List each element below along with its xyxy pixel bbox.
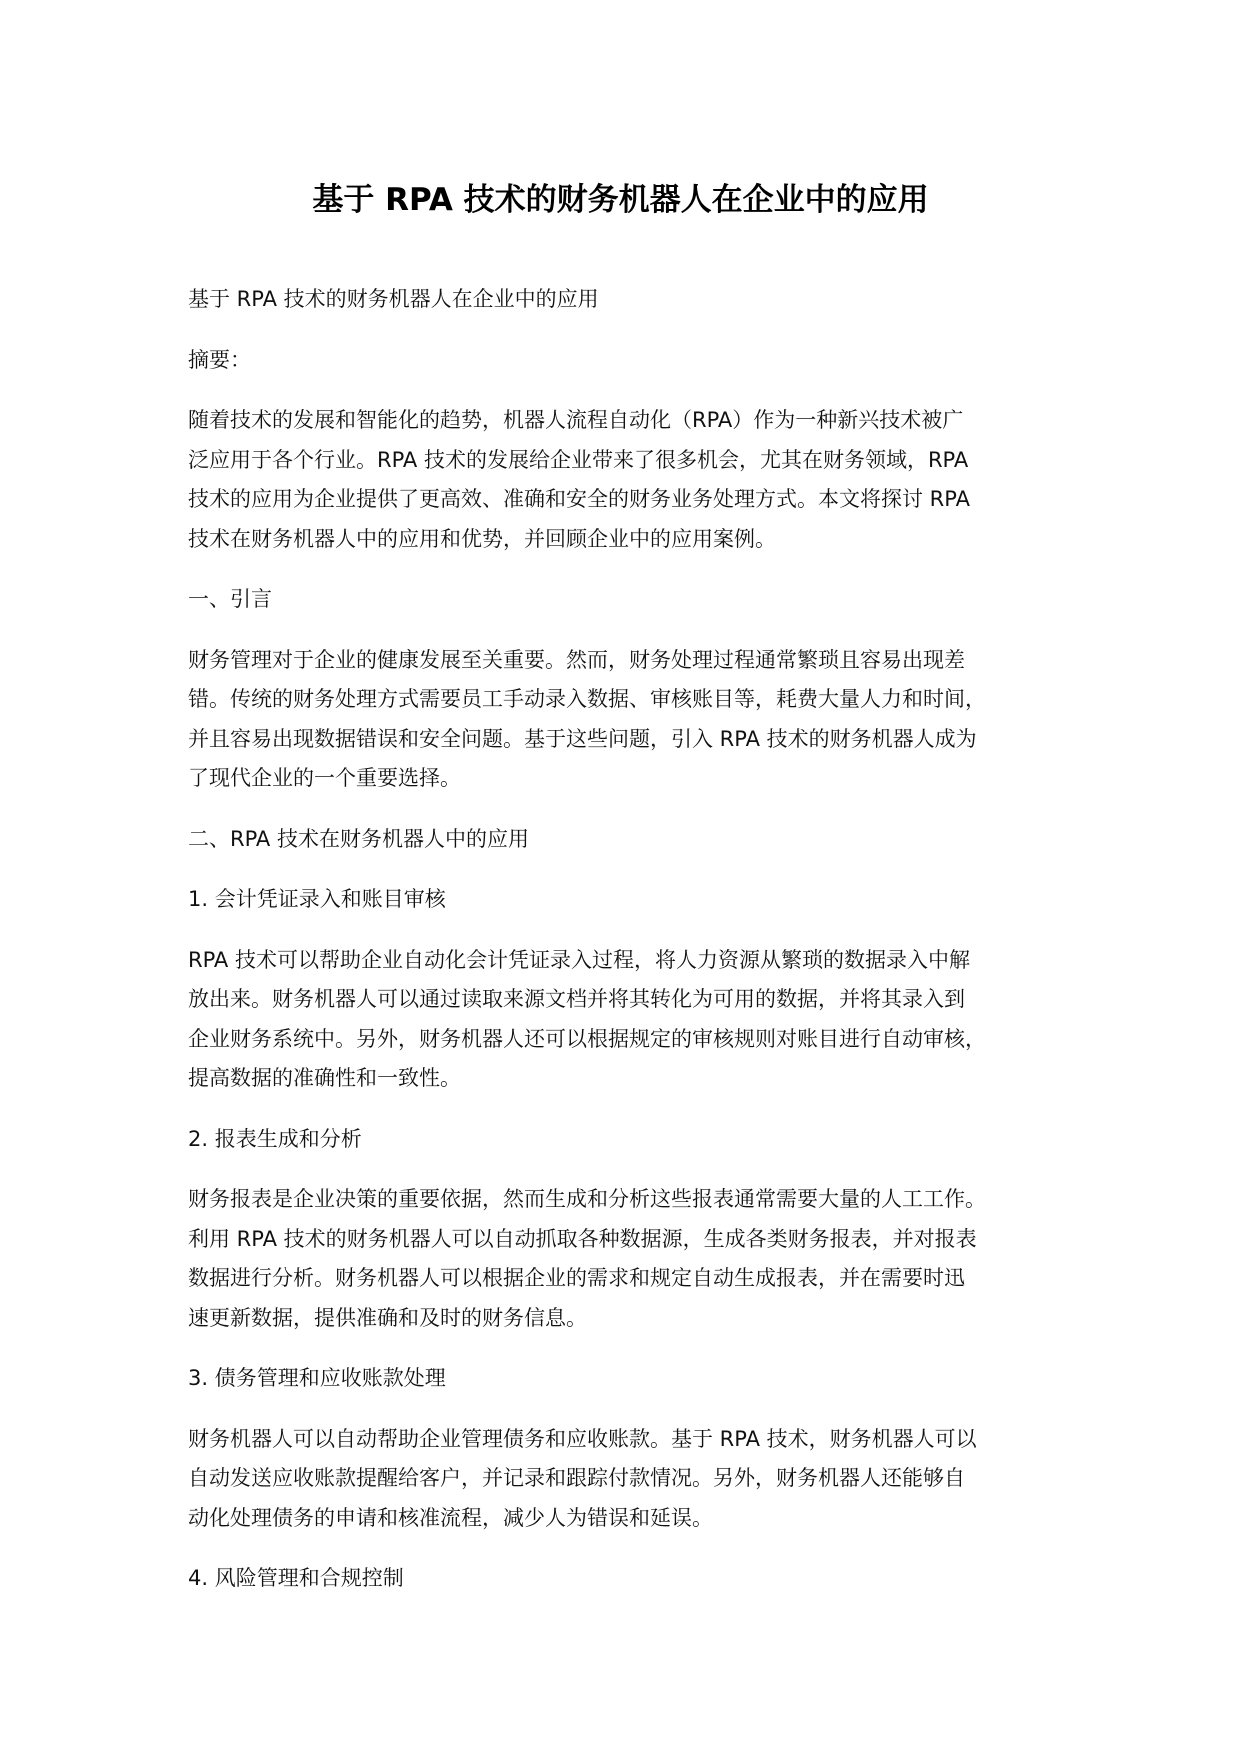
paragraph xyxy=(188,1359,1078,1399)
text-line: 企业财务系统中。另外，财务机器人还可以根据规定的审核规则对账目进行自动审核， xyxy=(188,1026,986,1051)
text-line: 一、引言 xyxy=(188,587,272,611)
document-body xyxy=(188,280,1078,1620)
text-line: 财务机器人可以自动帮助企业管理债务和应收账款。基于 RPA 技术，财务机器人可以 xyxy=(188,1426,977,1451)
paragraph xyxy=(188,1559,1078,1599)
text-line: 财务管理对于企业的健康发展至关重要。然而，财务处理过程通常繁琐且容易出现差 xyxy=(188,647,965,672)
paragraph xyxy=(188,580,1078,620)
paragraph xyxy=(188,941,1078,1099)
text-line: 4. 风险管理和合规控制 xyxy=(188,1566,404,1590)
paragraph xyxy=(188,401,1078,559)
text-line: 摘要： xyxy=(188,347,251,372)
text-line: 技术的应用为企业提供了更高效、准确和安全的财务业务处理方式。本文将探讨 RPA xyxy=(188,487,970,511)
paragraph xyxy=(188,341,1078,381)
paragraph xyxy=(188,880,1078,920)
paragraph xyxy=(188,820,1078,860)
text-line: 泛应用于各个行业。RPA 技术的发展给企业带来了很多机会，尤其在财务领域，RPA xyxy=(188,447,969,472)
text-line: 2. 报表生成和分析 xyxy=(188,1126,362,1151)
paragraph xyxy=(188,1180,1078,1338)
text-line: 提高数据的准确性和一致性。 xyxy=(188,1066,461,1090)
paragraph xyxy=(188,1120,1078,1160)
text-line: 利用 RPA 技术的财务机器人可以自动抓取各种数据源，生成各类财务报表，并对报表 xyxy=(188,1226,977,1251)
text-line: 放出来。财务机器人可以通过读取来源文档并将其转化为可用的数据，并将其录入到 xyxy=(188,987,965,1011)
text-line: 数据进行分析。财务机器人可以根据企业的需求和规定自动生成报表，并在需要时迅 xyxy=(188,1266,965,1290)
text-line: 基于 RPA 技术的财务机器人在企业中的应用 xyxy=(188,287,599,311)
text-line: 技术在财务机器人中的应用和优势，并回顾企业中的应用案例。 xyxy=(188,526,776,551)
text-line: 并且容易出现数据错误和安全问题。基于这些问题，引入 RPA 技术的财务机器人成为 xyxy=(188,726,977,751)
text-line: 速更新数据，提供准确和及时的财务信息。 xyxy=(188,1305,587,1330)
document-title: 基于 RPA 技术的财务机器人在企业中的应用 xyxy=(312,182,929,218)
paragraph xyxy=(188,1420,1078,1539)
text-line: RPA 技术可以帮助企业自动化会计凭证录入过程，将人力资源从繁琐的数据录入中解 xyxy=(188,947,970,972)
text-line: 自动发送应收账款提醒给客户，并记录和跟踪付款情况。另外，财务机器人还能够自 xyxy=(188,1466,965,1490)
text-line: 3. 债务管理和应收账款处理 xyxy=(188,1366,446,1390)
text-line: 1. 会计凭证录入和账目审核 xyxy=(188,887,446,911)
text-line: 错。传统的财务处理方式需要员工手动录入数据、审核账目等，耗费大量人力和时间， xyxy=(188,687,986,711)
text-line: 动化处理债务的申请和核准流程，减少人为错误和延误。 xyxy=(188,1505,713,1530)
text-line: 了现代企业的一个重要选择。 xyxy=(188,766,461,790)
text-line: 随着技术的发展和智能化的趋势，机器人流程自动化（RPA）作为一种新兴技术被广 xyxy=(188,408,964,432)
paragraph xyxy=(188,641,1078,799)
text-line: 二、RPA 技术在财务机器人中的应用 xyxy=(188,826,529,851)
text-line: 财务报表是企业决策的重要依据，然而生成和分析这些报表通常需要大量的人工工作。 xyxy=(188,1187,986,1211)
paragraph xyxy=(188,280,1078,320)
